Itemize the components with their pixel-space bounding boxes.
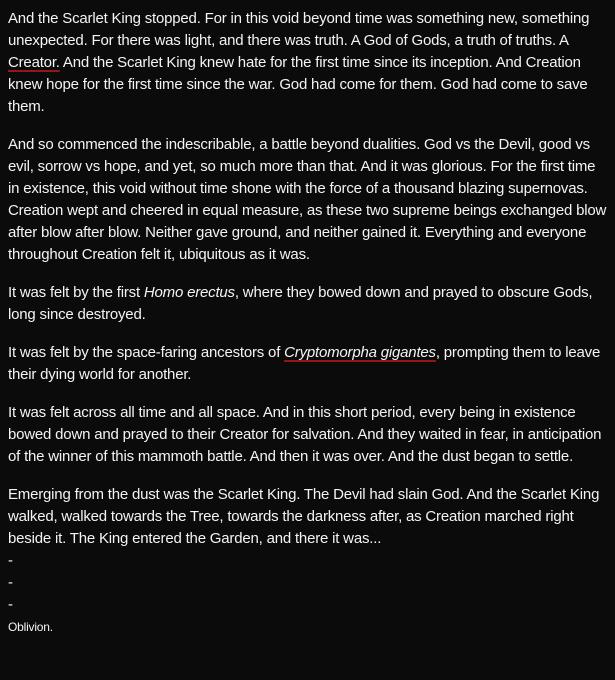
- paragraph-text: It was felt by the first: [8, 284, 144, 301]
- paragraph-4: [8, 342, 610, 386]
- species-name-italic: Homo erectus: [143, 284, 235, 301]
- paragraph-text: , where they bowed down and prayed to obscure Gods, long since destroyed.: [8, 284, 593, 323]
- paragraph-text: , prompting them to leave their dying world for another.: [8, 344, 601, 383]
- paragraph-text: And the Scarlet King stopped. For in this void beyond time was something new, something unexpected. For there was light, and there was truth. A God of Gods, a truth of truths. A: [8, 10, 590, 49]
- paragraph-3: [8, 282, 610, 326]
- paragraph-text: And the Scarlet King knew hate for the first time since its inception. And Creation knew hope for the first time since the war. God had come for them. God had come to save them.: [8, 54, 588, 115]
- paragraph-2: And so commenced the indescribable, a battle beyond dualities. God vs the Devil, good vs evil, sorrow vs hope, and yet, so much more than that. And it was glorious. For the first time in existence, this void without time shone with the force of a thousand blazing supernovas. Creation wept and cheered in equal measure, as these two supreme beings exchanged blow after blow after blow. Neither gave ground, and neither gained it. Everything and everyone throughout Creation felt it, ubiquitous as it was.: [8, 136, 607, 263]
- paragraph-text: It was felt by the space-faring ancestors of: [8, 344, 285, 361]
- closing-word: Oblivion.: [8, 620, 53, 634]
- paragraph-5: It was felt across all time and all space. And in this short period, every being in existence bowed down and prayed to their Creator for salvation. And they waited in fear, in anticipation of the winner of this mammoth battle. And then it was over. And the dust began to settle.: [8, 404, 602, 465]
- creator-link[interactable]: Creator.: [8, 54, 60, 71]
- paragraph-6: Emerging from the dust was the Scarlet King. The Devil had slain God. And the Scarlet King walked, walked towards the Tree, towards the darkness after, as Creation marched right beside it. The King entered the Garden, and there it was...: [8, 486, 600, 547]
- dash-line: -: [8, 574, 13, 591]
- paragraph-1: [8, 8, 610, 118]
- dash-line: -: [8, 552, 13, 569]
- dash-line: -: [8, 596, 13, 613]
- cryptomorpha-link[interactable]: Cryptomorpha gigantes: [284, 344, 436, 361]
